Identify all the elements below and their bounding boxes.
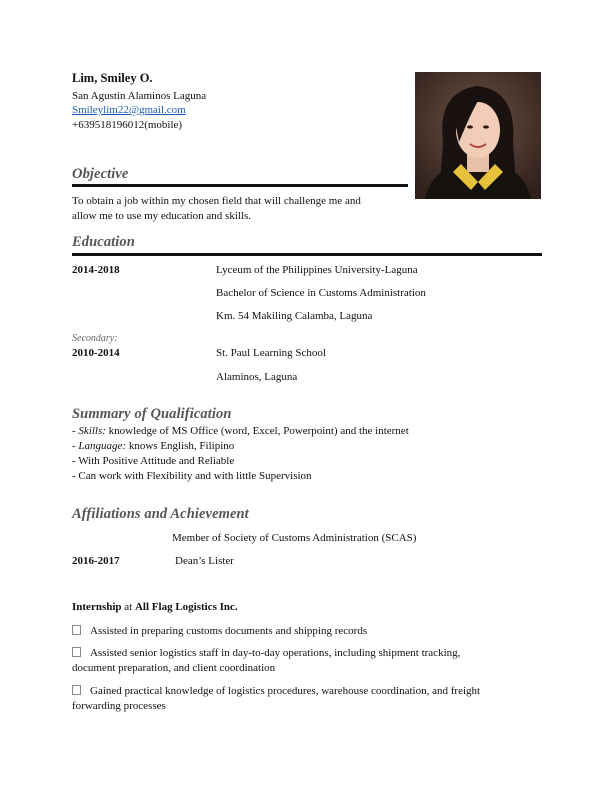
applicant-address: San Agustin Alaminos Laguna bbox=[72, 90, 207, 102]
award-years: 2016-2017 bbox=[72, 555, 120, 567]
award-title: Dean’s Lister bbox=[175, 555, 234, 567]
internship-bullet-2-text: Assisted senior logistics staff in day-to-day operations, including shipment tracking, bbox=[90, 647, 461, 659]
applicant-phone: +639518196012(mobile) bbox=[72, 119, 183, 131]
applicant-email-link[interactable]: Smileylim22@gmail.com bbox=[72, 104, 186, 116]
internship-company: All Flag Logistics Inc. bbox=[134, 601, 238, 613]
qualification-skills bbox=[72, 424, 409, 439]
language-text: knows English, Filipino bbox=[126, 440, 235, 452]
internship-bullet-3-continuation: forwarding processes bbox=[72, 700, 166, 712]
objective-rule bbox=[72, 184, 408, 187]
qualification-language bbox=[72, 439, 234, 454]
bullet-box-icon bbox=[72, 647, 81, 657]
college-years: 2014-2018 bbox=[72, 264, 120, 276]
language-prefix: - bbox=[72, 440, 79, 452]
bullet-box-icon bbox=[72, 685, 81, 695]
objective-text-line-1: To obtain a job within my chosen field that will challenge me and bbox=[72, 195, 361, 207]
internship-bullet-1-text: Assisted in preparing customs documents and shipping records bbox=[90, 625, 368, 637]
internship-bullet-1 bbox=[72, 624, 367, 639]
secondary-school: St. Paul Learning School bbox=[216, 347, 326, 359]
internship-label: Internship bbox=[72, 601, 122, 613]
secondary-address: Alaminos, Laguna bbox=[216, 371, 298, 383]
education-rule bbox=[72, 253, 542, 256]
qualification-flexibility: - Can work with Flexibility and with little Supervision bbox=[72, 470, 312, 482]
affiliation-membership: Member of Society of Customs Administration (SCAS) bbox=[172, 532, 417, 544]
objective-heading: Objective bbox=[72, 166, 129, 182]
secondary-label: Secondary: bbox=[72, 333, 118, 344]
skills-text: knowledge of MS Office (word, Excel, Powerpoint) and the internet bbox=[105, 425, 409, 437]
internship-bullet-2 bbox=[72, 646, 460, 661]
qualification-attitude: - With Positive Attitude and Reliable bbox=[72, 455, 235, 467]
education-heading: Education bbox=[72, 234, 135, 250]
applicant-photo bbox=[415, 72, 541, 199]
skills-label: Skills: bbox=[78, 425, 106, 437]
secondary-years: 2010-2014 bbox=[72, 347, 120, 359]
objective-text-line-2: allow me to use my education and skills. bbox=[72, 210, 252, 222]
bullet-box-icon bbox=[72, 625, 81, 635]
applicant-name: Lim, Smiley O. bbox=[72, 71, 153, 85]
internship-at: at bbox=[121, 601, 135, 613]
college-degree: Bachelor of Science in Customs Administration bbox=[216, 287, 426, 299]
internship-heading bbox=[72, 600, 238, 615]
internship-bullet-3-text: Gained practical knowledge of logistics procedures, warehouse coordination, and freight bbox=[90, 685, 481, 697]
affiliations-heading: Affiliations and Achievement bbox=[72, 506, 249, 522]
qualification-heading: Summary of Qualification bbox=[72, 406, 232, 422]
language-label: Language: bbox=[78, 440, 127, 452]
skills-prefix: - bbox=[72, 425, 79, 437]
college-address: Km. 54 Makiling Calamba, Laguna bbox=[216, 310, 373, 322]
college-school: Lyceum of the Philippines University-Laguna bbox=[216, 264, 418, 276]
internship-bullet-3 bbox=[72, 684, 480, 699]
internship-bullet-2-continuation: document preparation, and client coordination bbox=[72, 662, 276, 674]
